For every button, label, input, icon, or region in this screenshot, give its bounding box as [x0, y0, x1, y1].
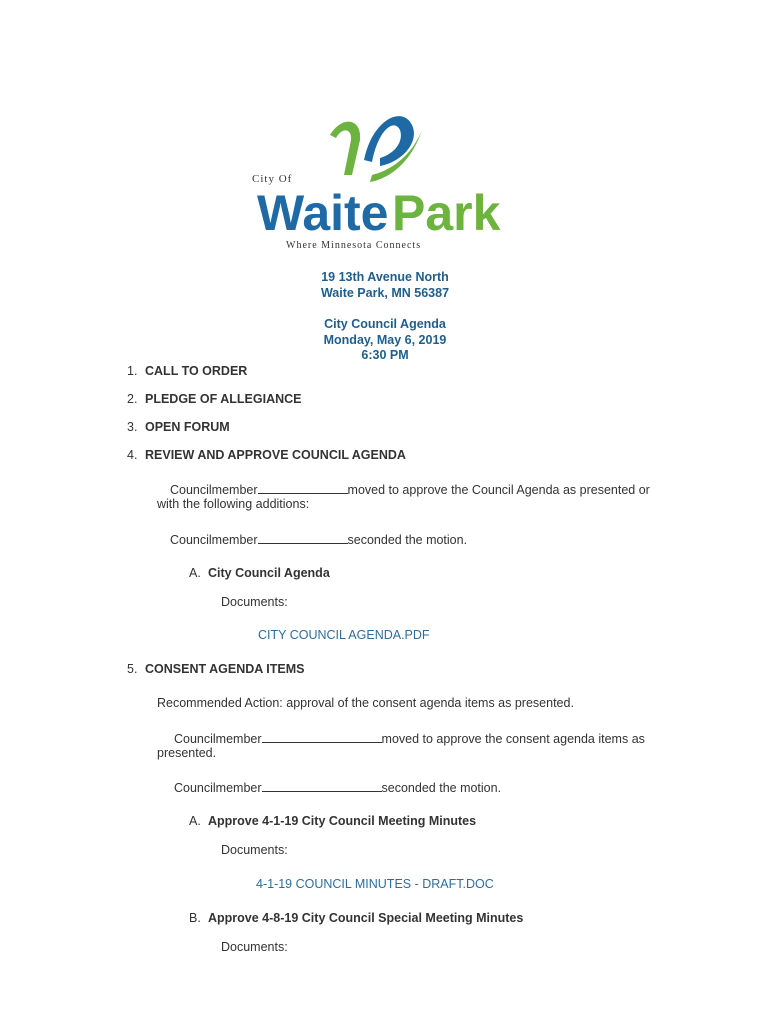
item-4a-title: City Council Agenda [208, 566, 330, 580]
item-5a-document-link[interactable]: 4-1-19 COUNCIL MINUTES - DRAFT.DOC [256, 877, 494, 891]
item-5a-letter: A. [189, 814, 201, 828]
signature-blank [258, 532, 348, 544]
item-3-number: 3. [127, 420, 138, 434]
item-5a-title: Approve 4-1-19 City Council Meeting Minutes [208, 814, 477, 828]
councilmember-label: Councilmember [170, 533, 258, 547]
item-5-number: 5. [127, 662, 138, 676]
logo-mark-green [330, 122, 360, 175]
item-4-second-line [170, 532, 467, 547]
item-1-heading: CALL TO ORDER [145, 364, 248, 378]
councilmember-label: Councilmember [170, 483, 258, 497]
item-3-heading: OPEN FORUM [145, 420, 230, 434]
item-5-second-line [174, 780, 501, 795]
motion-text: moved to approve the Council Agenda as presented or [347, 483, 650, 497]
item-2-heading: PLEDGE OF ALLEGIANCE [145, 392, 302, 406]
item-5b-title: Approve 4-8-19 City Council Special Meeting Minutes [208, 911, 524, 925]
item-5a-documents-label: Documents: [221, 843, 288, 857]
item-2-number: 2. [127, 392, 138, 406]
item-4a-document-link[interactable]: CITY COUNCIL AGENDA.PDF [258, 628, 430, 642]
item-4-number: 4. [127, 448, 138, 462]
item-4-heading: REVIEW AND APPROVE COUNCIL AGENDA [145, 448, 406, 462]
councilmember-label: Councilmember [174, 732, 262, 746]
agenda-date: Monday, May 6, 2019 [323, 333, 447, 347]
signature-blank [258, 482, 348, 494]
logo-city-of: City Of [252, 173, 293, 185]
item-4-motion-line2: with the following additions: [157, 497, 310, 511]
item-5b-documents-label: Documents: [221, 940, 288, 954]
item-1-number: 1. [127, 364, 138, 378]
logo-tagline: Where Minnesota Connects [286, 240, 422, 251]
second-text: seconded the motion. [381, 781, 502, 795]
item-4a-letter: A. [189, 566, 201, 580]
item-5-recommended-action: Recommended Action: approval of the consent agenda items as presented. [157, 696, 574, 710]
motion-text: moved to approve the consent agenda items as [381, 732, 645, 746]
item-5-motion-line [174, 731, 645, 746]
second-text: seconded the motion. [347, 533, 468, 547]
address-line2: Waite Park, MN 56387 [320, 286, 450, 300]
address-line1: 19 13th Avenue North [321, 270, 449, 284]
logo-word-park: Park [392, 185, 501, 241]
item-5-motion-line2: presented. [157, 746, 217, 760]
item-5-heading: CONSENT AGENDA ITEMS [145, 662, 305, 676]
agenda-time: 6:30 PM [361, 348, 409, 362]
councilmember-label: Councilmember [174, 781, 262, 795]
logo-word-waite: Waite [257, 185, 389, 241]
signature-blank [262, 780, 382, 792]
signature-blank [262, 731, 382, 743]
item-5b-letter: B. [189, 911, 201, 925]
city-logo [252, 100, 502, 255]
item-4a-documents-label: Documents: [221, 595, 288, 609]
agenda-title: City Council Agenda [324, 317, 446, 331]
item-4-motion-line [170, 482, 650, 497]
